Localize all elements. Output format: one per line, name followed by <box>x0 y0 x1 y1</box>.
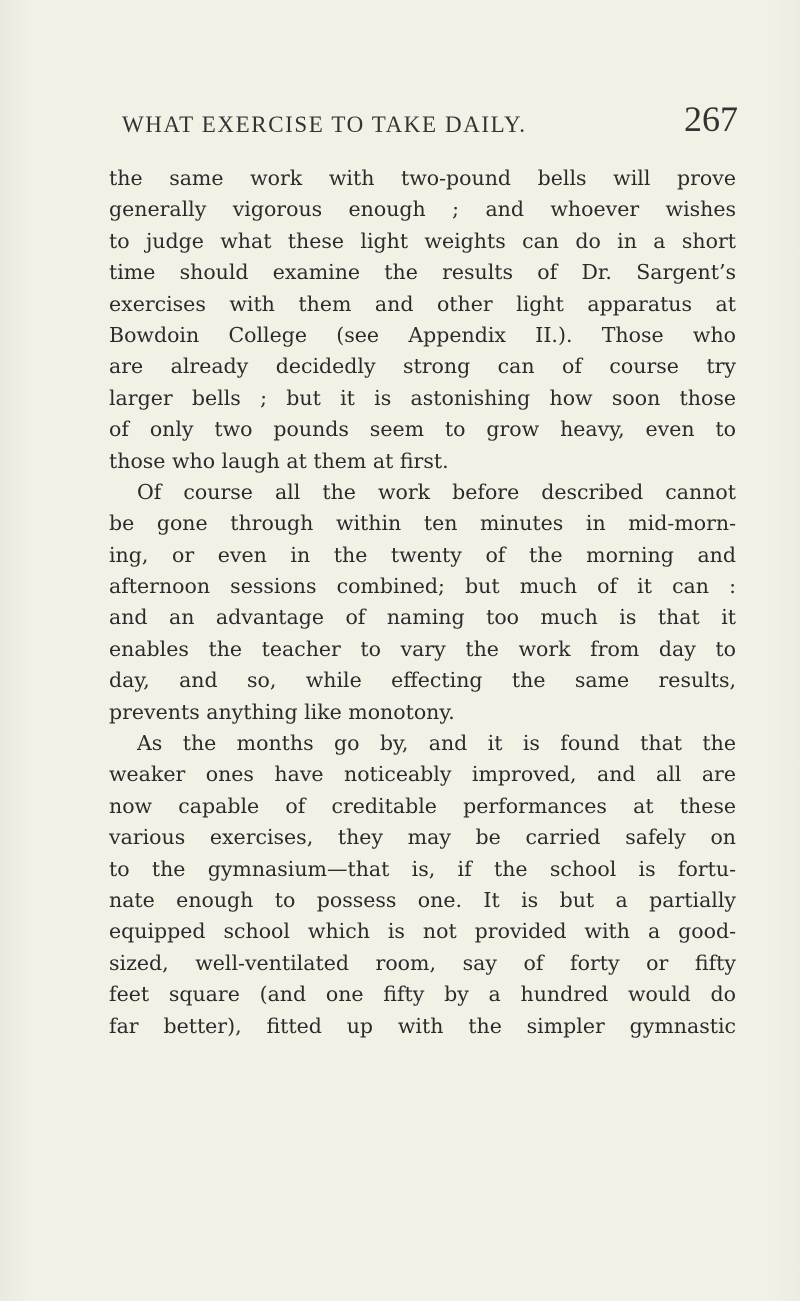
text-line: far better), fitted up with the simpler gymnastic <box>109 1013 736 1038</box>
text-line: sized, well-ventilated room, say of forty or fifty <box>109 950 736 975</box>
text-line: exercises with them and other light apparatus at <box>109 291 736 316</box>
text-line: nate enough to possess one. It is but a partially <box>109 887 736 912</box>
text-line: ing, or even in the twenty of the morning and <box>109 542 736 567</box>
text-line: weaker ones have noticeably improved, and all are <box>109 762 736 787</box>
text-line: to judge what these light weights can do in a short <box>109 228 736 253</box>
text-line: now capable of creditable performances at these <box>109 793 736 818</box>
text-line: larger bells ; but it is astonishing how soon those <box>109 385 736 410</box>
text-line: are already decidedly strong can of course try <box>109 354 736 379</box>
text-line: equipped school which is not provided with a good- <box>109 919 736 944</box>
text-line: time should examine the results of Dr. Sargent’s <box>109 260 736 285</box>
text-line: of only two pounds seem to grow heavy, even to <box>109 417 736 442</box>
paragraph-end-line: prevents anything like monotony. <box>109 699 455 724</box>
running-title: WHAT EXERCISE TO TAKE DAILY. <box>122 112 527 137</box>
body-text <box>109 163 736 1042</box>
text-line: afternoon sessions combined; but much of it can : <box>109 574 736 599</box>
text-line: feet square (and one fifty by a hundred would do <box>109 982 736 1007</box>
page-number: 267 <box>684 99 738 139</box>
text-line: enables the teacher to vary the work from day to <box>109 636 736 661</box>
text-line: day, and so, while effecting the same results, <box>109 668 736 693</box>
text-line: the same work with two-pound bells will prove <box>109 166 736 190</box>
paragraph-start-line: As the months go by, and it is found that the <box>137 731 736 756</box>
text-line: generally vigorous enough ; and whoever wishes <box>109 197 736 222</box>
text-line: Bowdoin College (see Appendix II.). Those who <box>109 322 736 347</box>
text-line: be gone through within ten minutes in mid-morn- <box>109 511 736 536</box>
text-line: to the gymnasium—that is, if the school is fortu- <box>109 856 736 881</box>
text-line: various exercises, they may be carried safely on <box>109 825 736 850</box>
paragraph-start-line: Of course all the work before described cannot <box>137 479 736 504</box>
text-line: and an advantage of naming too much is that it <box>109 605 736 630</box>
paragraph-end-line: those who laugh at them at first. <box>109 448 449 473</box>
running-header <box>98 98 738 148</box>
